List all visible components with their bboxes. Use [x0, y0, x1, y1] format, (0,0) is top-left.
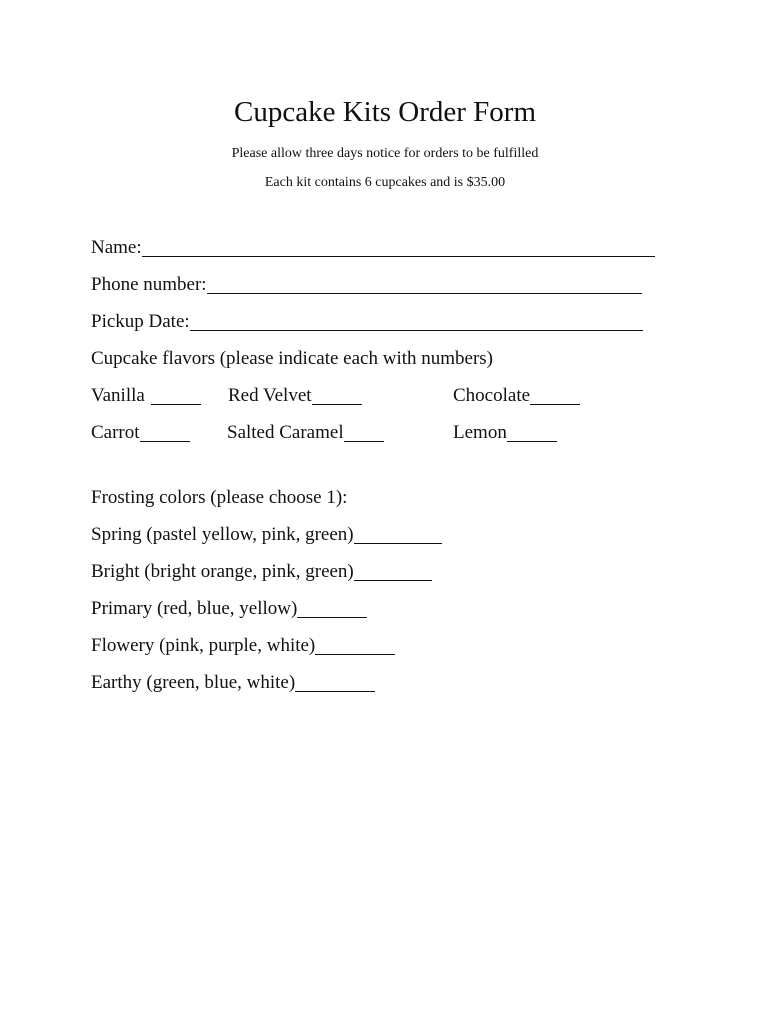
frosting-primary-blank[interactable]: [297, 599, 367, 618]
frosting-earthy-blank[interactable]: [295, 673, 375, 692]
frosting-option-flowery: [91, 634, 395, 658]
frosting-spring-blank[interactable]: [354, 525, 442, 544]
frosting-option-earthy: [91, 671, 375, 695]
frosting-label: Primary (red, blue, yellow): [91, 598, 298, 619]
pickup-row: [91, 310, 643, 334]
pickup-blank[interactable]: [190, 312, 643, 331]
flavor-salted-caramel-blank[interactable]: [344, 423, 384, 442]
frosting-option-primary: [91, 597, 367, 621]
phone-label: Phone number:: [91, 274, 207, 295]
frosting-label: Flowery (pink, purple, white): [91, 635, 316, 656]
flavor-label: Chocolate: [453, 385, 531, 406]
flavor-vanilla: [91, 384, 201, 408]
name-row: [91, 236, 655, 260]
flavor-carrot-blank[interactable]: [140, 423, 190, 442]
flavor-label: Salted Caramel: [227, 422, 344, 443]
frosting-bright-blank[interactable]: [354, 562, 432, 581]
flavor-salted-caramel: [227, 421, 384, 445]
frosting-option-spring: [91, 523, 442, 547]
frosting-label: Bright (bright orange, pink, green): [91, 561, 354, 582]
flavor-label: Carrot: [91, 422, 140, 443]
frosting-heading: Frosting colors (please choose 1):: [91, 487, 348, 508]
flavor-red-velvet: [228, 384, 362, 408]
phone-blank[interactable]: [207, 275, 642, 294]
flavors-heading: Cupcake flavors (please indicate each with numbers): [91, 348, 494, 369]
frosting-flowery-blank[interactable]: [315, 636, 395, 655]
flavor-red-velvet-blank[interactable]: [312, 386, 362, 405]
name-label: Name:: [91, 237, 142, 258]
pickup-label: Pickup Date:: [91, 311, 190, 332]
flavor-label: Red Velvet: [228, 385, 312, 406]
name-blank[interactable]: [142, 238, 655, 257]
frosting-label: Earthy (green, blue, white): [91, 672, 296, 693]
flavor-lemon-blank[interactable]: [507, 423, 557, 442]
flavor-carrot: [91, 421, 190, 445]
flavor-chocolate: [453, 384, 580, 408]
flavor-label: Vanilla: [91, 385, 145, 406]
flavor-label: Lemon: [453, 422, 507, 443]
kit-info-text: Each kit contains 6 cupcakes and is $35.00: [264, 175, 506, 190]
form-title: Cupcake Kits Order Form: [233, 96, 537, 128]
notice-text: Please allow three days notice for orders to be fulfilled: [231, 146, 539, 161]
phone-row: [91, 273, 642, 297]
frosting-label: Spring (pastel yellow, pink, green): [91, 524, 354, 545]
flavor-chocolate-blank[interactable]: [530, 386, 580, 405]
frosting-option-bright: [91, 560, 432, 584]
flavor-vanilla-blank[interactable]: [151, 386, 201, 405]
flavor-lemon: [453, 421, 557, 445]
